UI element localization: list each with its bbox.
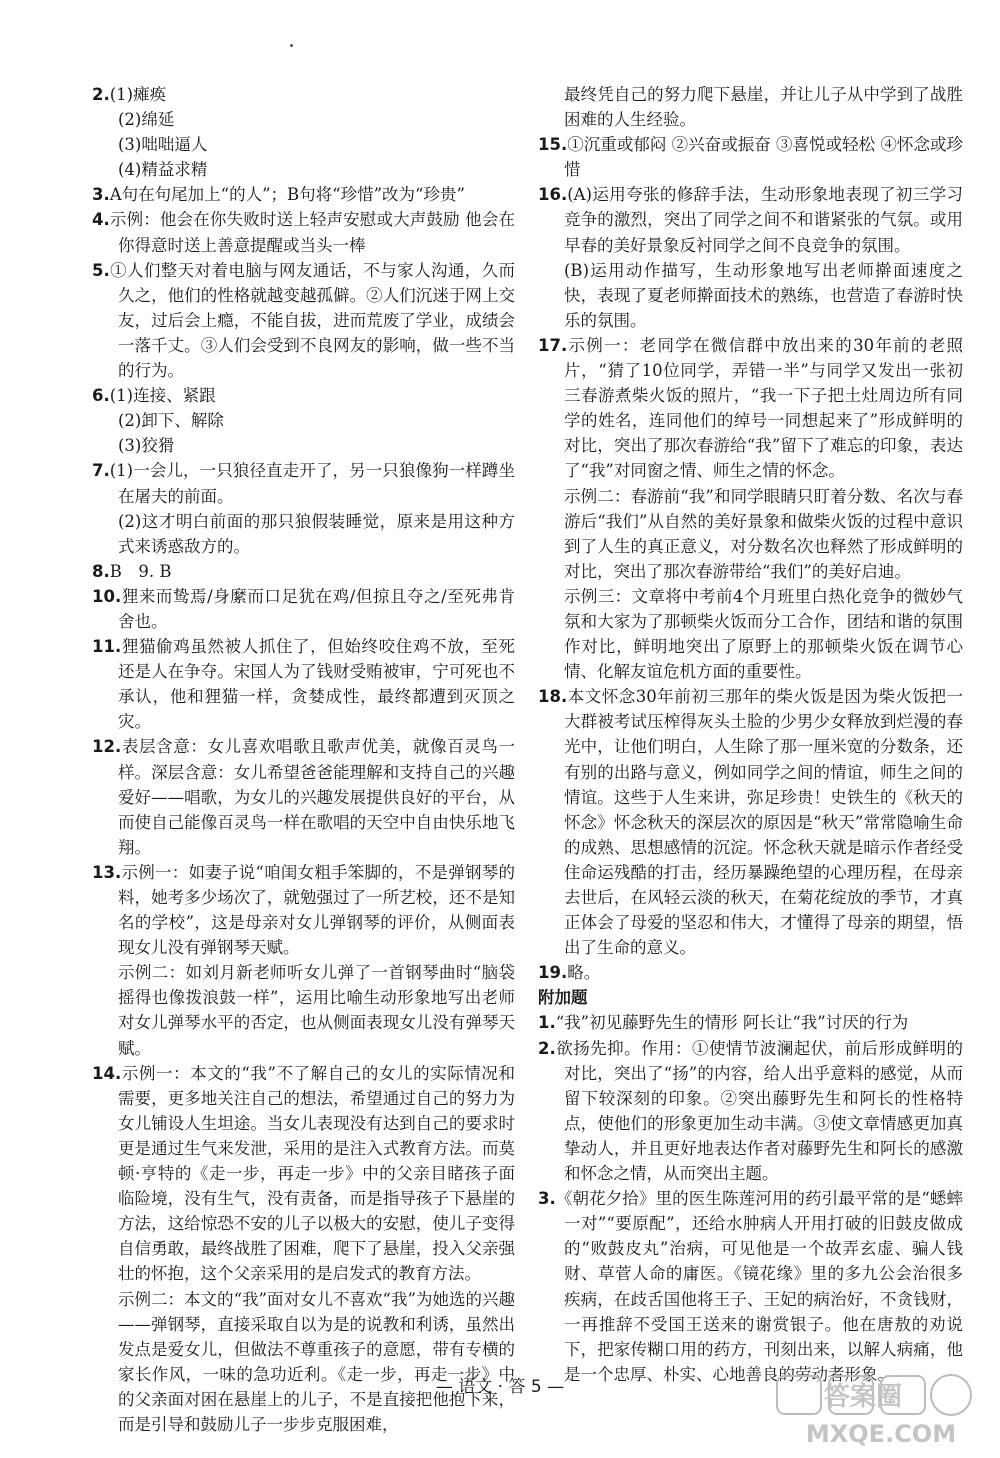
item-number: 6. [92, 386, 110, 406]
answer-item [92, 207, 515, 257]
section-heading: 附加题 [538, 988, 588, 1008]
item-number: 16. [538, 185, 568, 205]
item-text: (A)运用夸张的修辞手法，生动形象地表现了初三学习竞争的激烈，突出了同学之间不和谐紧张的气氛。或用早春的美好景象反衬同学之间不良竞争的氛围。 [564, 185, 963, 255]
item-number: 15. [538, 135, 568, 155]
answer-item [538, 960, 963, 985]
item-number: 17. [538, 335, 568, 355]
answer-item [92, 634, 515, 734]
item-text: 本文怀念30年前初三那年的柴火饭是因为柴火饭把一大群被考试压榨得灰头土脸的少男少女释放到烂漫的春光中，让他们明白，人生除了那一厘米宽的分数条，还有别的出路与意义，例如同学之间的情谊，师生之间的情谊。这些于人生来讲，弥足珍贵！史铁生的《秋天的怀念》怀念秋天的深层次的原因是“秋天”常常隐喻生命的成熟、思想感情的沉淀。怀念秋天就是暗示作者经受住命运残酷的打击，经历暴躁绝望的心理历程，在母亲去世后，在风轻云淡的秋天，在菊花绽放的季节，才真正体会了母爱的坚忍和伟大，才懂得了母亲的期望，悟出了生命的意义。 [564, 687, 963, 958]
item-text: 示例：他会在你失败时送上轻声安慰或大声鼓励 他会在你得意时送上善意提醒或当头一棒 [109, 210, 515, 255]
right-column [538, 82, 963, 1387]
item-number: 7. [92, 461, 110, 481]
item-text: 示例一：如妻子说“咱闺女粗手笨脚的，不是弹钢琴的料，她考多少场次了，就勉强过了一所艺校，还不是知名的学校”，这是母亲对女儿弹钢琴的评价，从侧面表现女儿没有弹钢琴天赋。 [118, 862, 515, 958]
watermark-title: 答案圈 [823, 1382, 903, 1412]
item-number: 3. [92, 185, 110, 205]
item-number: 5. [92, 260, 110, 280]
item-text: ①沉重或郁闷 ②兴奋或振奋 ③喜悦或轻松 ④怀念或珍惜 [564, 135, 963, 180]
item-text: 示例一：本文的“我”不了解自己的女儿的实际情况和需要，更多地关注自己的想法，希望通过自己的努力为女儿铺设人生坦途。当女儿表现没有达到自己的要求时更是通过生气来发泄，采用的是注入式教育方法。而莫顿·亨特的《走一步，再走一步》中的父亲目睹孩子面临险境，没有生气，没有责备，而是指导孩子下悬崖的方法，这给惊恐不安的儿子以极大的安慰，使儿子变得自信勇敢，最终战胜了困难，爬下了悬崖，投入父亲强壮的怀抱，这个父亲采用的是启发式的教育方法。 [118, 1063, 515, 1284]
item-number: 3. [538, 1189, 556, 1209]
answer-item [92, 258, 515, 383]
item-text: 狸来而鸷焉/身縻而口足犹在鸡/但掠且夺之/至死弗肯舍也。 [118, 586, 515, 631]
answer-subitem: (2)卸下、解除 [118, 411, 224, 431]
item-text: 略。 [567, 963, 601, 983]
item-text: 狸猫偷鸡虽然被人抓住了，但始终咬住鸡不放，至死还是人在争夺。宋国人为了钱财受贿被审，宁可死也不承认，他和狸猫一样，贪婪成性，最终都遭到灭顶之灾。 [118, 637, 515, 732]
answer-subitem: 最终凭自己的努力爬下悬崖，并让儿子从中学到了战胜困难的人生经验。 [564, 85, 963, 130]
item-number: 1. [538, 1013, 556, 1033]
item-number: 19. [538, 963, 568, 983]
answer-item [538, 684, 963, 960]
answer-item [92, 584, 515, 634]
answer-item [92, 734, 515, 859]
answer-item [538, 1036, 963, 1187]
answer-subitem: (B)运用动作描写，生动形象地写出老师擀面速度之快，表现了夏老师擀面技术的熟练，也营造了春游时快乐的氛围。 [564, 260, 963, 330]
item-text: (1)连接、紧跟 [109, 386, 216, 406]
item-text: 示例一：老同学在微信群中放出来的30年前的老照片，“猜了10位同学，弄错一半”与同学又发出一张初三春游煮柴火饭的照片，“我一下子把土灶周边所有同学的姓名，连同他们的绰号一同想起来了”形成鲜明的对比，突出了那次春游给“我”留下了难忘的印象，表达了“我”对同窗之情、师生之情的怀念。 [564, 335, 963, 481]
answer-subitem: 示例二：本文的“我”面对女儿不喜欢“我”为她选的兴趣——弹钢琴，直接采取自以为是的说教和利诱，虽然出发点是爱女儿，但做法不尊重孩子的意愿，带有专横的家长作风，一味的急功近利。《走一步，再走一步》中的父亲面对困在悬崖上的儿子，不是直接把他抱下来，而是引导和鼓励儿子一步步克服困难， [118, 1289, 515, 1434]
answer-item [538, 333, 963, 484]
item-text: (1)一会儿，一只狼径直走开了，另一只狼像狗一样蹲坐在屠夫的前面。 [109, 461, 515, 506]
item-number: 2. [538, 1038, 556, 1058]
item-number: 18. [538, 687, 568, 707]
item-text: 《朝花夕拾》里的医生陈莲河用的药引最平常的是“蟋蟀一对”“要原配”，还给水肿病人开用打破的旧鼓皮做成的“败鼓皮丸”治病，可见他是一个故弄玄虚、骗人钱财、草菅人命的庸医。《镜花缘》里的多九公会治很多疾病，在歧舌国他将王子、王妃的病治好，不贪钱财，一再推辞不受国王送来的谢赏银子。他在唐敖的劝说下，把家传糊口用的药方，刊刻出来，以解人病痛，他是一个忠厚、朴实、心地善良的劳动者形象。 [555, 1189, 963, 1384]
item-number: 4. [92, 210, 110, 230]
item-number: 2. [92, 85, 110, 104]
item-text: B 9. B [109, 561, 172, 581]
answer-item [538, 1186, 963, 1387]
left-column [92, 82, 515, 1437]
answer-subitem: (3)狡猾 [118, 436, 175, 456]
item-text: (1)瘫痪 [109, 85, 167, 104]
scan-speck [290, 44, 293, 47]
answer-item [92, 458, 515, 508]
page-footer: — 语文 · 答 5 — [435, 1377, 565, 1397]
item-number: 12. [92, 737, 122, 757]
answer-subitem: (3)咄咄逼人 [118, 135, 208, 155]
answer-item [92, 182, 515, 207]
answer-item [92, 82, 515, 107]
item-number: 13. [92, 862, 122, 882]
answer-subitem: 示例三：文章将中考前4个月班里白热化竞争的微妙气氛和大家为了那顿柴火饭而分工合作，团结和谐的氛围作对比，鲜明地突出了原野上的那顿柴火饭在调节心情、化解友谊危机方面的重要性。 [564, 586, 963, 682]
answer-item [538, 132, 963, 182]
item-text: ①人们整天对着电脑与网友通话，不与家人沟通，久而久之，他们的性格就越变越孤僻。②人们沉迷于网上交友，过后会上瘾，不能自拔，进而荒废了学业，成绩会一落千丈。③人们会受到不良网友的影响，做一些不当的行为。 [109, 260, 515, 381]
answer-item [92, 559, 515, 584]
item-number: 11. [92, 637, 122, 657]
answer-subitem: (2)绵延 [118, 110, 175, 130]
watermark-url: MXQE.COM [805, 1420, 957, 1448]
item-number: 8. [92, 561, 110, 581]
watermark-logo [771, 1372, 986, 1450]
item-text: “我”初见藤野先生的情形 阿长让“我”讨厌的行为 [555, 1013, 909, 1033]
answer-subitem: (4)精益求精 [118, 160, 208, 180]
answer-subitem: 示例二：春游前“我”和同学眼睛只盯着分数、名次与春游后“我们”从自然的美好景象和做柴火饭的过程中意识到了人生的真正意义，对分数名次也释然了形成鲜明的对比，突出了那次春游带给“我们”的美好启迪。 [564, 486, 963, 581]
answer-subitem: (2)这才明白前面的那只狼假装睡觉，原来是用这种方式来诱惑敌方的。 [118, 511, 515, 556]
item-text: 表层含意：女儿喜欢唱歌且歌声优美，就像百灵鸟一样。深层含意：女儿希望爸爸能理解和支持自己的兴趣爱好——唱歌，为女儿的兴趣发展提供良好的平台，从而使自己能像百灵鸟一样在歌唱的天空中自由快乐地飞翔。 [118, 737, 515, 857]
item-text: A句在句尾加上“的人”；B句将“珍惜”改为“珍贵” [109, 185, 465, 205]
item-text: 欲扬先抑。作用：①使情节波澜起伏，前后形成鲜明的对比，突出了“扬”的内容，给人出乎意料的感觉，从而留下较深刻的印象。②突出藤野先生和阿长的性格特点，使他们的形象更加生动丰满。③使文章情感更加真挚动人，并且更好地表达作者对藤野先生和阿长的感激和怀念之情，从而突出主题。 [555, 1038, 963, 1184]
answer-item [92, 383, 515, 408]
answer-item [538, 1010, 963, 1035]
answer-item [92, 860, 515, 960]
answer-item [92, 1061, 515, 1287]
item-number: 14. [92, 1063, 122, 1083]
answer-subitem: 示例二：如刘月新老师听女儿弹了一首钢琴曲时“脑袋摇得也像拨浪鼓一样”，运用比喻生动形象地写出老师对女儿弹琴水平的否定，也从侧面表现女儿没有弹琴天赋。 [118, 963, 515, 1058]
answer-item [538, 182, 963, 257]
item-number: 10. [92, 586, 122, 606]
